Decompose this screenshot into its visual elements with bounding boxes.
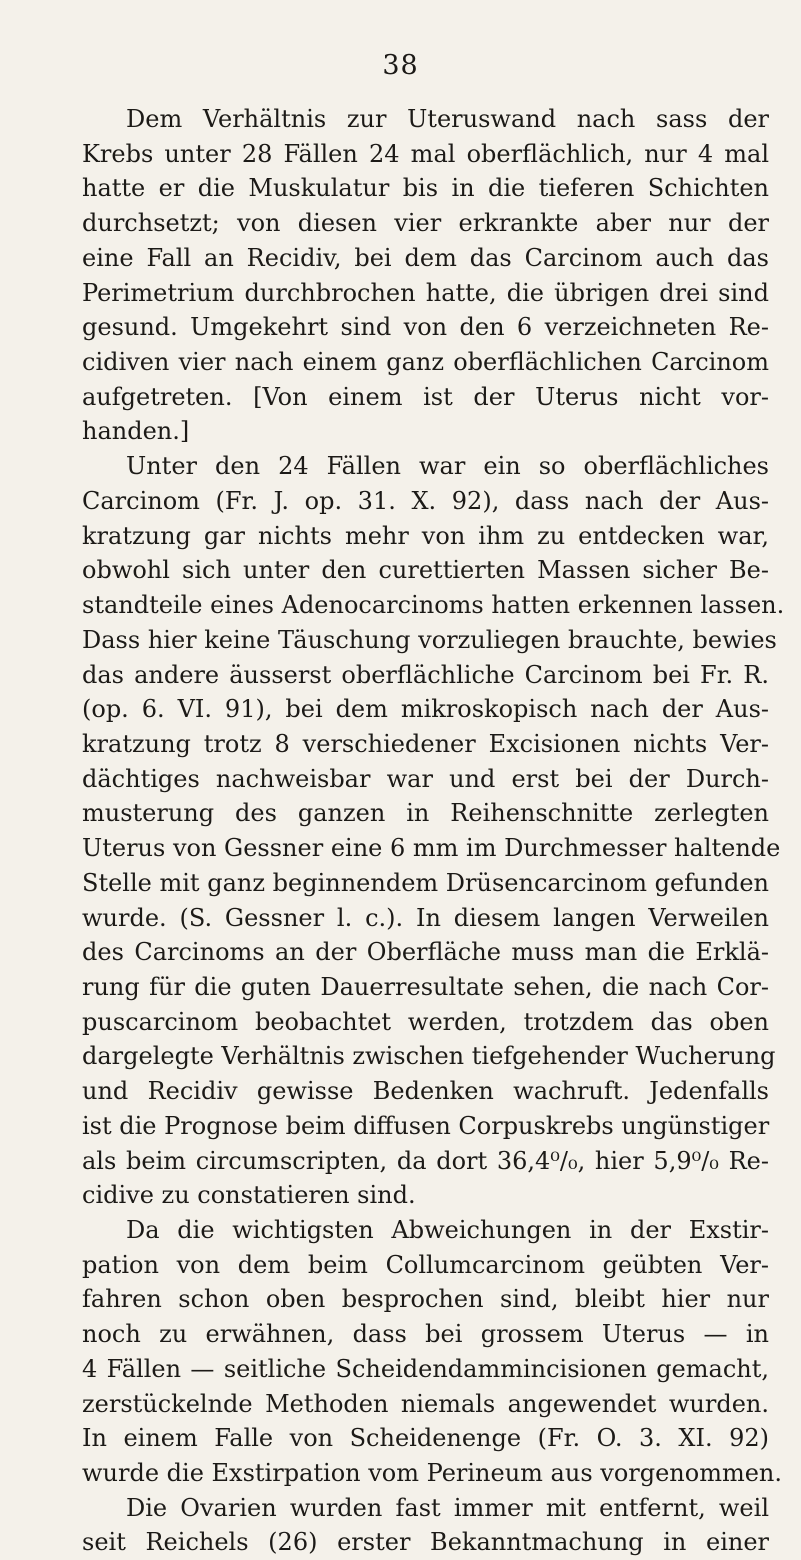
text-line: eine Fall an Recidiv, bei dem das Carcinom auch das xyxy=(82,243,769,272)
text-line: Die Ovarien wurden fast immer mit entfernt, weil xyxy=(126,1493,769,1522)
page-number: 38 xyxy=(382,50,419,81)
text-line: Perimetrium durchbrochen hatte, die übrigen drei sind xyxy=(82,278,769,307)
text-line: aufgetreten. [Von einem ist der Uterus nicht vor- xyxy=(82,382,769,411)
text-line: standteile eines Adenocarcinoms hatten erkennen lassen. xyxy=(82,591,785,620)
text-line: durchsetzt; von diesen vier erkrankte aber nur der xyxy=(82,209,769,238)
text-line: obwohl sich unter den curettierten Massen sicher Be- xyxy=(82,556,769,585)
text-line: Unter den 24 Fällen war ein so oberflächliches xyxy=(126,452,769,481)
text-line: Dass hier keine Täuschung vorzuliegen brauchte, bewies xyxy=(82,625,777,654)
text-line: wurde. (S. Gessner l. c.). In diesem langen Verweilen xyxy=(82,903,769,932)
text-line: wurde die Exstirpation vom Perineum aus vorgenommen. xyxy=(82,1459,783,1488)
text-line: 4 Fällen — seitliche Scheidendammincisionen gemacht, xyxy=(82,1354,769,1383)
text-line: Stelle mit ganz beginnendem Drüsencarcinom gefunden xyxy=(82,868,769,897)
text-line: Da die wichtigsten Abweichungen in der Exstir- xyxy=(126,1216,769,1244)
text-line: musterung des ganzen in Reihenschnitte zerlegten xyxy=(82,799,769,828)
text-line: puscarcinom beobachtet werden, trotzdem das oben xyxy=(82,1007,769,1036)
text-line: und Recidiv gewisse Bedenken wachruft. Jedenfalls xyxy=(82,1077,769,1106)
text-line: des Carcinoms an der Oberfläche muss man die Erklä- xyxy=(82,938,769,967)
text-line: rung für die guten Dauerresultate sehen, die nach Cor- xyxy=(82,972,769,1001)
text-line: Uterus von Gessner eine 6 mm im Durchmesser haltende xyxy=(82,834,781,863)
text-line: zerstückelnde Methoden niemals angewendet wurden. xyxy=(82,1389,769,1418)
text-line: handen.] xyxy=(82,417,190,446)
text-line: hatte er die Muskulatur bis in die tieferen Schichten xyxy=(82,174,769,203)
text-line: als beim circumscripten, da dort 36,4⁰/₀, hier 5,9⁰/₀ Re- xyxy=(82,1146,769,1175)
text-line: noch zu erwähnen, dass bei grossem Uterus — in xyxy=(82,1320,769,1349)
text-line: das andere äusserst oberflächliche Carcinom bei Fr. R. xyxy=(82,660,769,689)
text-line: fahren schon oben besprochen sind, bleibt hier nur xyxy=(82,1285,769,1314)
text-line: In einem Falle von Scheidenenge (Fr. O. 3. XI. 92) xyxy=(82,1424,769,1453)
text-line: Krebs unter 28 Fällen 24 mal oberflächlich, nur 4 mal xyxy=(82,139,769,168)
text-line: Carcinom (Fr. J. op. 31. X. 92), dass nach der Aus- xyxy=(82,486,769,515)
text-line: cidive zu constatieren sind. xyxy=(82,1181,416,1210)
text-line: Dem Verhältnis zur Uteruswand nach sass der xyxy=(126,105,769,133)
text-line: kratzung trotz 8 verschiedener Excisionen nichts Ver- xyxy=(82,729,769,758)
text-line: (op. 6. VI. 91), bei dem mikroskopisch nach der Aus- xyxy=(82,695,769,724)
text-line: pation von dem beim Collumcarcinom geübten Ver- xyxy=(82,1250,769,1279)
text-line: dargelegte Verhältnis zwischen tiefgehender Wucherung xyxy=(82,1042,776,1071)
body-text xyxy=(82,102,785,1560)
text-line: cidiven vier nach einem ganz oberflächlichen Carcinom xyxy=(82,348,769,377)
text-line: gesund. Umgekehrt sind von den 6 verzeichneten Re- xyxy=(82,313,769,342)
text-line: kratzung gar nichts mehr von ihm zu entdecken war, xyxy=(82,521,769,550)
text-line: dächtiges nachweisbar war und erst bei der Durch- xyxy=(82,764,769,793)
text-line: seit Reichels (26) erster Bekanntmachung in einer xyxy=(82,1528,769,1557)
text-line: ist die Prognose beim diffusen Corpuskrebs ungünstiger xyxy=(82,1111,770,1140)
